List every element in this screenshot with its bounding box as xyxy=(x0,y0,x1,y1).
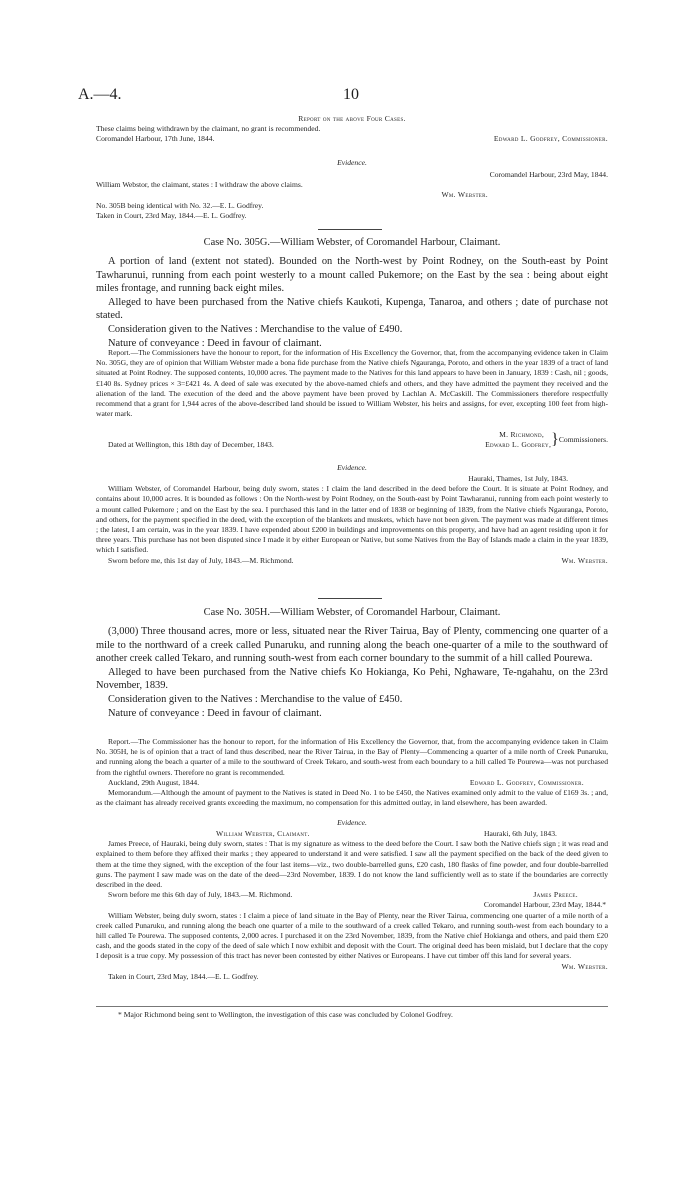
footnote: * Major Richmond being sent to Wellington, the investigation of this case was concluded by Colonel Godfrey. xyxy=(118,1010,453,1019)
case-305h-conveyance: Nature of conveyance : Deed in favour of claimant. xyxy=(108,707,322,719)
preece-signature: James Preece. xyxy=(533,890,578,900)
case-305h-report-signature: Edward L. Godfrey, Commissioner. xyxy=(469,777,584,787)
evidence-heading-1: Evidence. xyxy=(337,158,367,167)
signature-godfrey: Edward L. Godfrey, xyxy=(485,440,552,450)
withdrawn-signature: Edward L. Godfrey, Commissioner. xyxy=(493,134,608,144)
case-305g-alleged: Alleged to have been purchased from the Native chiefs Kaukoti, Kupenga, Tanaroa, and others ; date of purchase not stated. xyxy=(96,296,608,322)
case-305g-report: Report.—The Commissioners have the honour to report, for the information of His Excellency the Governor, that, from the accompanying evidence taken in Claim No. 305G, they are of opinion that William Webster made a bona fide purchase from the Native chiefs Ngauranga, Poroto, and others in the year 1839 of a tract of land situated at Point Rodney. The supposed contents, 10,000 acres. The payment made to the Natives for this land appears to have been in January, 1839 : Cash, nil ; goods, £140 8s. Sydney prices × 3=£421 4s. A deed of sale was executed by the above-named chiefs and others, and they have admitted the payment they received and the alienation of the land. The execution of the deed and the above payment have been proved by Lachlan A. McCaskill. The Commissioners therefore respectfully recommend that a grant for 1,944 acres of the above-described land should be issued to William Webster, his heirs and assigns, for ever, excepting 100 feet from high-water mark. xyxy=(96,348,608,419)
case-305h-evidence-place: Hauraki, 6th July, 1843. xyxy=(484,829,557,838)
case-305h-report-section xyxy=(96,737,608,808)
evidence-1-place-date: Coromandel Harbour, 23rd May, 1844. xyxy=(489,170,608,179)
case-305h-alleged: Alleged to have been purchased from the Native chiefs Ko Hokianga, Ko Pehi, Nghaware, Te-ngahahu, on the 23rd November, 1839. xyxy=(96,666,608,692)
case-305h-taken: Taken in Court, 23rd May, 1844.—E. L. Godfrey. xyxy=(108,971,259,981)
report-title: Report on the above Four Cases. xyxy=(298,114,406,123)
commissioners-label: Commissioners. xyxy=(558,435,608,445)
withdrawn-section xyxy=(96,124,608,144)
signature-richmond: M. Richmond, xyxy=(499,430,545,439)
document-reference: A.—4. xyxy=(78,86,122,103)
case-305h-evidence xyxy=(96,829,608,982)
case-305g-consideration: Consideration given to the Natives : Merchandise to the value of £490. xyxy=(108,323,403,335)
case-305h-sworn: Sworn before me this 6th day of July, 1843.—M. Richmond. xyxy=(108,890,293,900)
brace-mark: } xyxy=(551,431,559,449)
case-305g-sworn: Sworn before me, this 1st day of July, 1843.—M. Richmond. xyxy=(108,555,294,565)
section-divider-2 xyxy=(318,598,382,599)
case-305h-evidence-text-2: William Webster, being duly sworn, states : I claim a piece of land situate in the Bay of Plenty, near the River Tairua, commencing one quarter of a mile north of a creek called Punaruku, and running along the beach one quarter of a mile to the southward of a creek called Tekaro, and running south-west from each boundary to a hill called Te Pourewa. The supposed contents, 2,000 acres. I purchased it on the 23rd November, 1839, from the Native chief Hokianga and others, and paid them £20 cash, and the goods stated in the copy of the deed of sale which I now exhibit and deposit with the Court. The original deed has been mislaid, but I declare that the copy I deposit is a true copy. My possession of this tract has never been contested by either Natives or Europeans. I have cut timber off this land for several years. xyxy=(96,910,608,961)
case-305g-body xyxy=(96,255,608,350)
case-305g-report-section xyxy=(96,348,608,419)
case-305h-evidence-text: James Preece, of Hauraki, being duly sworn, states : That is my signature as witness to the deed before the Court. I saw both the Native chiefs sign ; it was read and explained to them before they affixed their marks ; they appeared to understand it and were satisfied. I saw all the payment specified on the back of the deed given to them at the time they signed, with the exception of the four last items—viz., two double-barrelled guns, £20 cash, 180 flasks of fine powder, and four double-barrelled guns. The payment I saw made was on the date of the deed—23rd November, 1839. I do not know the land sufficiently well as to state if the boundaries are correctly described in the deed. xyxy=(96,839,608,890)
case-305g-evidence xyxy=(96,474,608,566)
case-305g-evidence-place: Hauraki, Thames, 1st July, 1843. xyxy=(468,474,568,483)
case-305g-dated: Dated at Wellington, this 18th day of December, 1843. xyxy=(108,440,274,450)
case-305g-conveyance: Nature of conveyance : Deed in favour of claimant. xyxy=(108,337,322,349)
case-305h-report: Report.—The Commissioner has the honour to report, for the information of His Excellency the Governor, that, from the accompanying evidence taken in Claim No. 305H, he is of opinion that a tract of land thus described, near the River Tairua, in the Bay of Plenty—Commencing a quarter of a mile north of Creek Punaruku, and running along the beach a quarter of a mile to the southward of Creek Tekaro, and south-west from each boundary to a hill called Te Pourewa—was not purchased from the rightful owners. Therefore no grant is recommended. xyxy=(96,737,608,777)
evidence-section-1 xyxy=(96,170,608,221)
withdrawn-text: These claims being withdrawn by the claimant, no grant is recommended. xyxy=(96,124,321,133)
evidence-1-note-2: Taken in Court, 23rd May, 1844.—E. L. Godfrey. xyxy=(96,210,247,220)
case-305h-evidence-heading: Evidence. xyxy=(337,818,367,827)
case-305h-memorandum: Memorandum.—Although the amount of payment to the Natives is stated in Deed No. 1 to be £450, the Natives examined only admit to the value of £169 3s. ; and, as the claimant has already received grants exceeding the maximum, no compensation for this admitted outlay, in land elsewhere, has been awarded. xyxy=(96,788,608,808)
webster-signature: Wm. Webster. xyxy=(561,961,608,971)
case-305h-body xyxy=(96,625,608,720)
case-305h-report-place: Auckland, 29th August, 1844. xyxy=(108,777,200,787)
case-305g-title: Case No. 305G.—William Webster, of Coromandel Harbour, Claimant. xyxy=(203,237,501,248)
case-305g-evidence-heading: Evidence. xyxy=(337,463,367,472)
case-305h-place-2: Coromandel Harbour, 23rd May, 1844.* xyxy=(483,900,606,910)
evidence-1-statement: William Webstor, the claimant, states : I withdraw the above claims. xyxy=(96,180,303,190)
case-305h-description: (3,000) Three thousand acres, more or less, situated near the River Tairua, Bay of Plenty, commencing one quarter of a mile to the northward of a creek called Punaruku, and running along the beach one-quarter of a mile to the southward of another creek called Tekaro, and running south-west from each corner boundary to the summit of a hill called Pourewa. xyxy=(96,626,608,665)
case-305h-evidence-claimant: William Webster, Claimant. xyxy=(216,829,310,838)
case-305g-evidence-text: William Webster, of Coromandel Harbour, being duly sworn, states : I claim the land described in the deed before the Court. It is situate at Point Rodney, and contains about 10,000 acres. It is bounded as follows : On the North-west by Point Rodney, on the South-east by Point Tawharanui, running from each point westerly to a mount called Pukemore ; and on the East by the sea. I purchased this land in the latter end of 1838 or beginning of 1839, from the Native chiefs Ngauranga, Poroto, and others, for the payment specified in the deed, with the exception of the blankets and muskets, which have not been given. The payment was made at different times ; the latest, I am certain, was in the year 1839. I have expended about £200 in buildings and improvements on this property, and have had an agent residing upon it for three years. This purchase has not been disputed since I made it by either European or Native, but some Natives from the Bay of Islands made a claim in the year 1839, which I satisfied. xyxy=(96,484,608,555)
case-305h-title: Case No. 305H.—William Webster, of Coromandel Harbour, Claimant. xyxy=(203,607,501,618)
section-divider xyxy=(318,229,382,230)
case-305h-consideration: Consideration given to the Natives : Merchandise to the value of £450. xyxy=(108,693,403,705)
evidence-1-note-1: No. 305B being identical with No. 32.—E. L. Godfrey. xyxy=(96,200,264,210)
footnote-rule xyxy=(96,1006,608,1007)
evidence-1-signature: Wm. Webster. xyxy=(441,190,488,200)
case-305g-signatures xyxy=(96,430,608,450)
page-number: 10 xyxy=(343,86,359,103)
withdrawn-place-date: Coromandel Harbour, 17th June, 1844. xyxy=(96,134,215,144)
case-305g-signature: Wm. Webster. xyxy=(561,555,608,565)
case-305g-description: A portion of land (extent not stated). Bounded on the North-west by Point Rodney, on the South-east by Point Tawharunui, running from each point westerly to a mount called Pukemore; on the East by the sea : being about eight miles frontage, and running back eight miles. xyxy=(96,256,608,295)
